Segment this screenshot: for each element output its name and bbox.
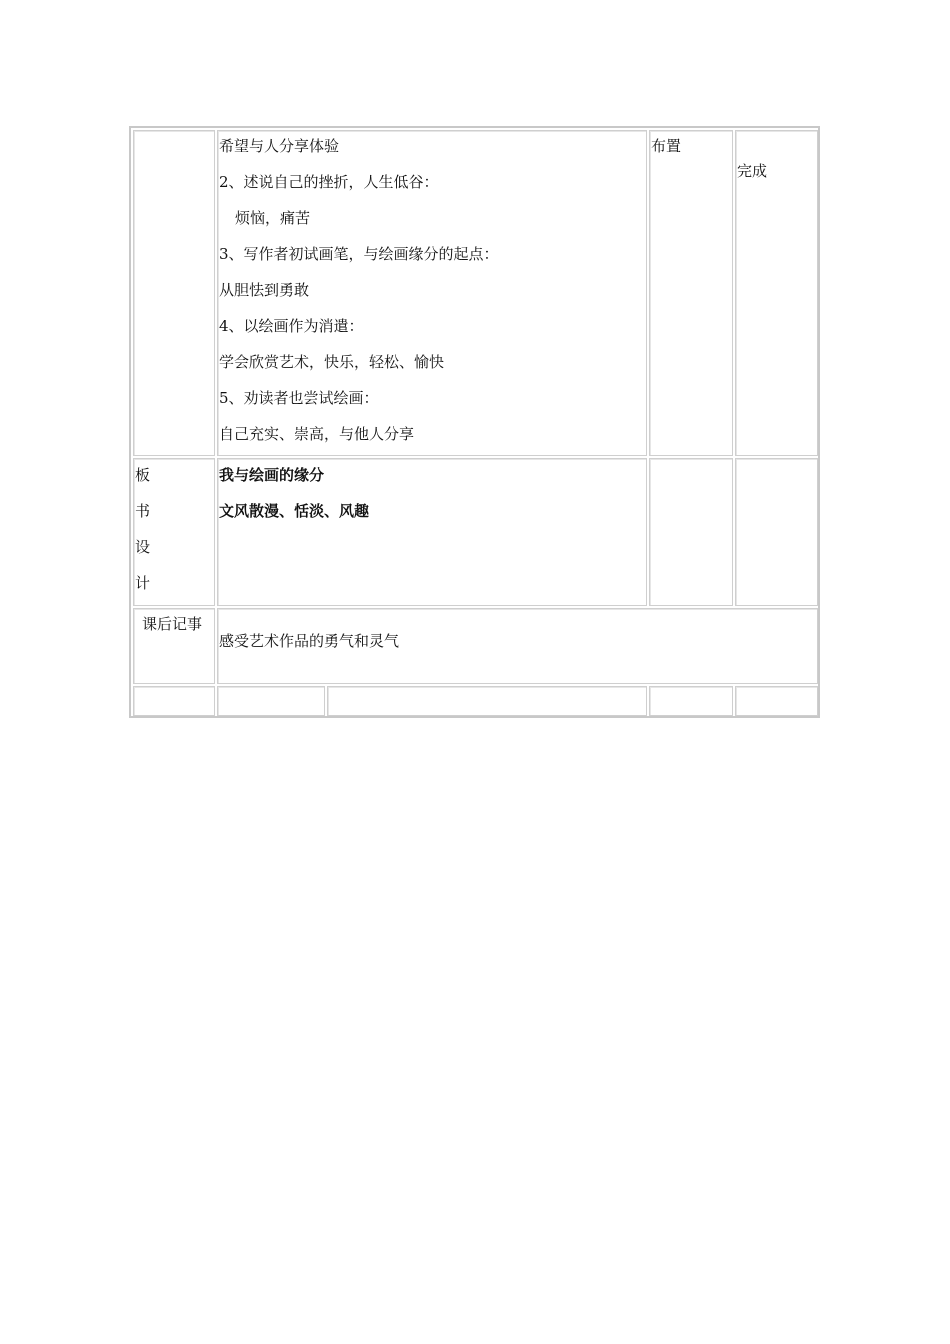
content-line-6: 4、以绘画作为消遣：	[219, 317, 364, 335]
content-line-8: 5、劝读者也尝试绘画：	[219, 389, 379, 407]
empty-row-cell-1	[133, 686, 215, 716]
lesson-plan-table	[129, 126, 820, 718]
empty-row-cell-2	[217, 686, 325, 716]
content-line-7: 学会欣赏艺术，快乐，轻松、愉快	[219, 353, 445, 371]
row1-complete-cell	[735, 130, 818, 456]
blackboard-title: 我与绘画的缘分	[219, 466, 325, 484]
content-line-9: 自己充实、崇高，与他人分享	[219, 425, 415, 443]
notes-content-cell	[217, 608, 818, 684]
empty-row-cell-3	[327, 686, 647, 716]
row1-label-cell	[133, 130, 215, 456]
blackboard-col3-cell	[649, 458, 733, 606]
content-line-5: 从胆怯到勇敢	[219, 281, 310, 299]
blackboard-col4-cell	[735, 458, 818, 606]
blackboard-label-cell	[133, 458, 215, 606]
blackboard-content-cell	[217, 458, 647, 606]
blackboard-style-note: 文风散漫、恬淡、风趣	[219, 502, 370, 520]
row1-assign-cell	[649, 130, 733, 456]
blackboard-label-char-1: 板	[135, 466, 151, 484]
empty-row-cell-5	[735, 686, 818, 716]
notes-label-cell	[133, 608, 215, 684]
content-line-4: 3、写作者初试画笔，与绘画缘分的起点：	[219, 245, 499, 263]
row1-content-cell	[217, 130, 647, 456]
empty-row-cell-4	[649, 686, 733, 716]
notes-label: 课后记事	[142, 615, 203, 633]
content-line-3: 烦恼，痛苦	[235, 209, 311, 227]
blackboard-label-char-3: 设	[135, 538, 151, 556]
assign-text: 布置	[651, 137, 682, 155]
blackboard-label-char-2: 书	[135, 502, 151, 520]
content-line-1: 希望与人分享体验	[219, 137, 340, 155]
blackboard-label-char-4: 计	[135, 574, 151, 592]
complete-text: 完成	[737, 162, 768, 180]
notes-text: 感受艺术作品的勇气和灵气	[219, 632, 400, 650]
content-line-2: 2、述说自己的挫折，人生低谷：	[219, 173, 439, 191]
